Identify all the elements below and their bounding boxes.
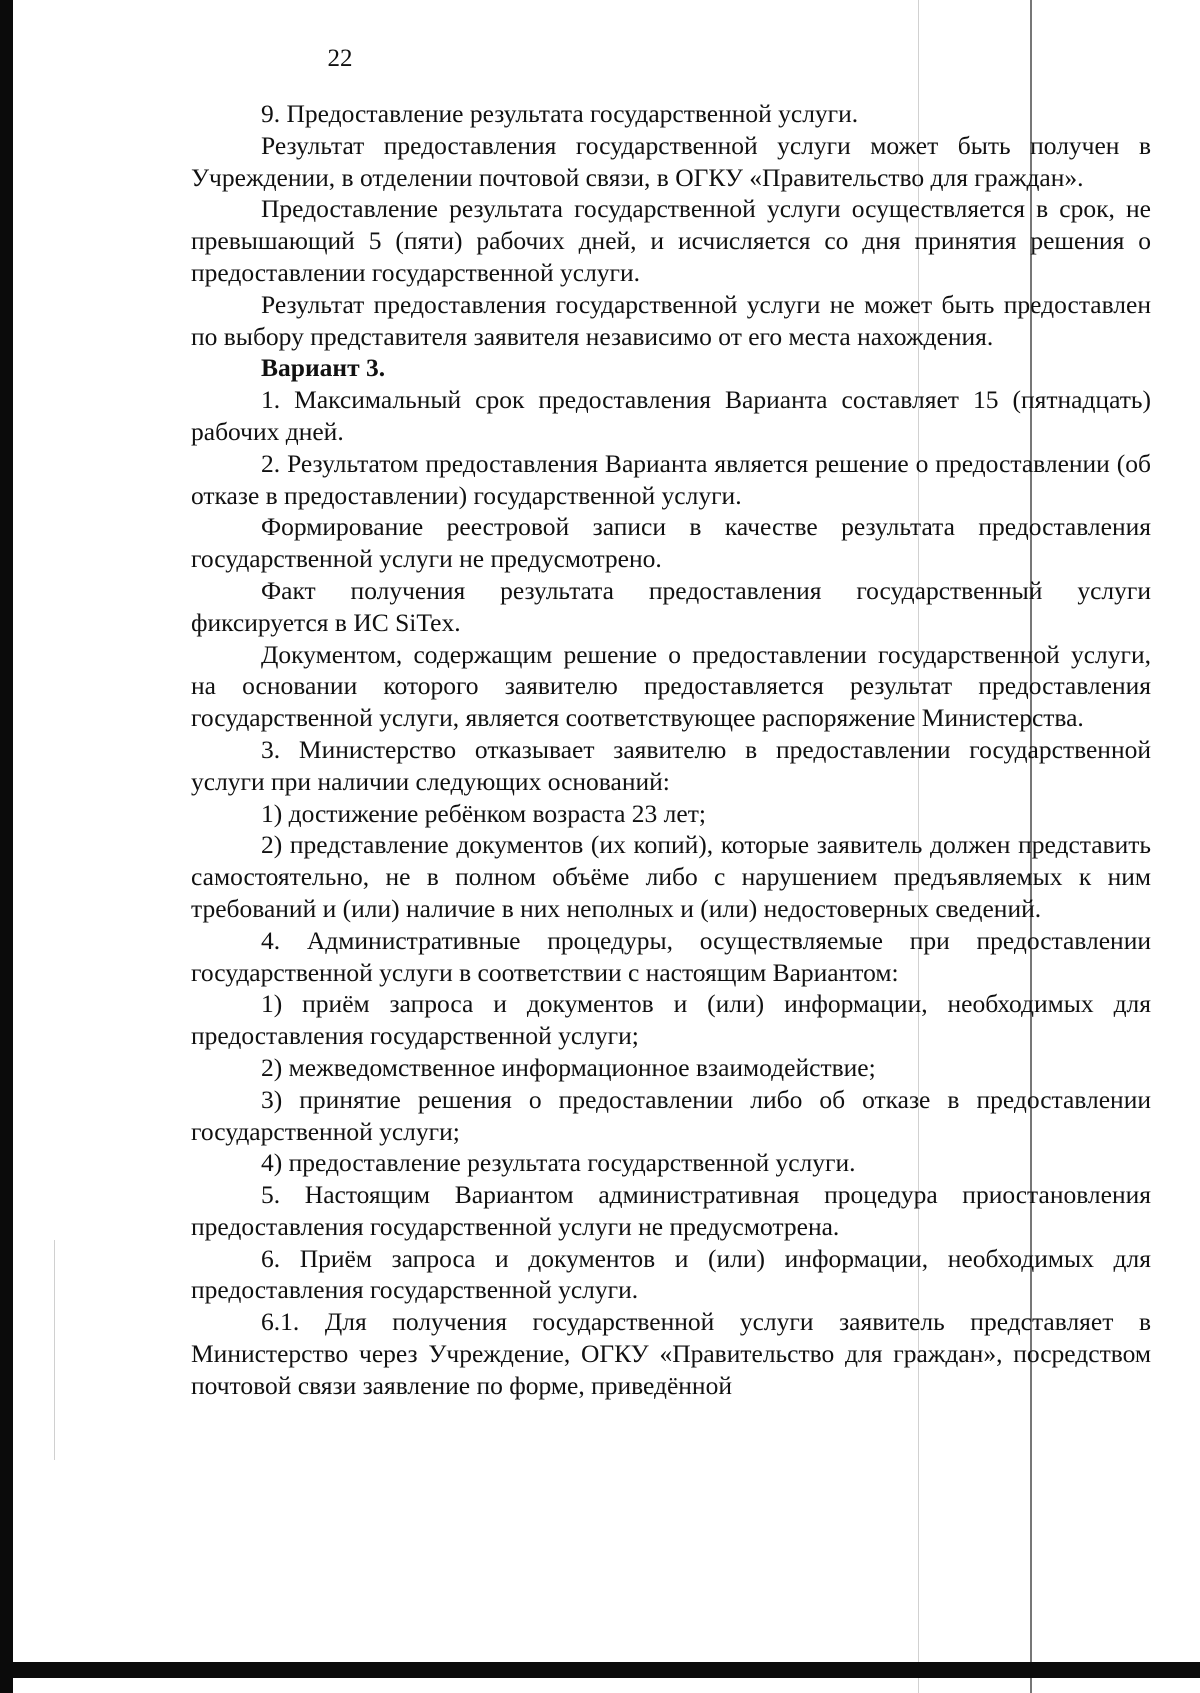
- paragraph: 6.1. Для получения государственной услуги заявитель представляет в Министерство через Учреждение, ОГКУ «Правительство для граждан», посредством почтовой связи заявление по форме, приведённой: [191, 1307, 1151, 1400]
- scan-edge-line: [54, 1240, 55, 1460]
- paragraph: 2. Результатом предоставления Варианта является решение о предоставлении (об отказе в предоставлении) государственной услуги.: [191, 448, 1151, 510]
- list-item: 1) достижение ребёнком возраста 23 лет;: [261, 798, 706, 828]
- list-item: 3) принятие решения о предоставлении либо об отказе в предоставлении государственной услуги;: [191, 1084, 1151, 1146]
- section-9-heading: 9. Предоставление результата государственной услуги.: [261, 99, 859, 128]
- list-item: 1) приём запроса и документов и (или) информации, необходимых для предоставления государственной услуги;: [191, 989, 1151, 1051]
- paragraph: Предоставление результата государственной услуги осуществляется в срок, не превышающий 5 (пяти) рабочих дней, и исчисляется со дня принятия решения о предоставлении государственной услуги.: [191, 194, 1151, 287]
- paragraph: Результат предоставления государственной услуги может быть получен в Учреждении, в отделении почтовой связи, в ОГКУ «Правительство для граждан».: [191, 130, 1151, 192]
- list-item: 4) предоставление результата государственной услуги.: [261, 1148, 856, 1178]
- paragraph: 6. Приём запроса и документов и (или) информации, необходимых для предоставления государственной услуги.: [191, 1243, 1151, 1305]
- document-body: [191, 98, 1151, 1402]
- scan-left-edge: [0, 0, 13, 1693]
- paragraph: 3. Министерство отказывает заявителю в предоставлении государственной услуги при наличии следующих оснований:: [191, 734, 1151, 796]
- paragraph: 1. Максимальный срок предоставления Варианта составляет 15 (пятнадцать) рабочих дней.: [191, 385, 1151, 446]
- paragraph: 5. Настоящим Вариантом административная процедура приостановления предоставления государственной услуги не предусмотрена.: [191, 1180, 1151, 1241]
- scan-bottom-edge: [0, 1662, 1200, 1678]
- paragraph: Результат предоставления государственной услуги не может быть предоставлен по выбору представителя заявителя независимо от его места нахождения.: [191, 289, 1151, 351]
- paragraph: 4. Административные процедуры, осуществляемые при предоставлении государственной услуги в соответствии с настоящим Вариантом:: [191, 925, 1151, 987]
- paragraph: Документом, содержащим решение о предоставлении государственной услуги, на основании которого заявителю предоставляется результат предоставления государственной услуги, является соответствующее распоряжение Министерства.: [191, 639, 1151, 733]
- page-number: 22: [327, 45, 353, 72]
- paragraph: Факт получения результата предоставления государственный услуги фиксируется в ИС SiTex.: [191, 575, 1151, 637]
- list-item: 2) межведомственное информационное взаимодействие;: [261, 1052, 876, 1082]
- list-item: 2) представление документов (их копий), которые заявитель должен представить самостоятельно, не в полном объёме либо с нарушением предъявляемых к ним требований и (или) наличие в них неполных и (или) недостоверных сведений.: [191, 830, 1151, 923]
- variant-3-heading: Вариант 3.: [261, 353, 386, 383]
- paragraph: Формирование реестровой записи в качестве результата предоставления государственной услуги не предусмотрено.: [191, 512, 1151, 574]
